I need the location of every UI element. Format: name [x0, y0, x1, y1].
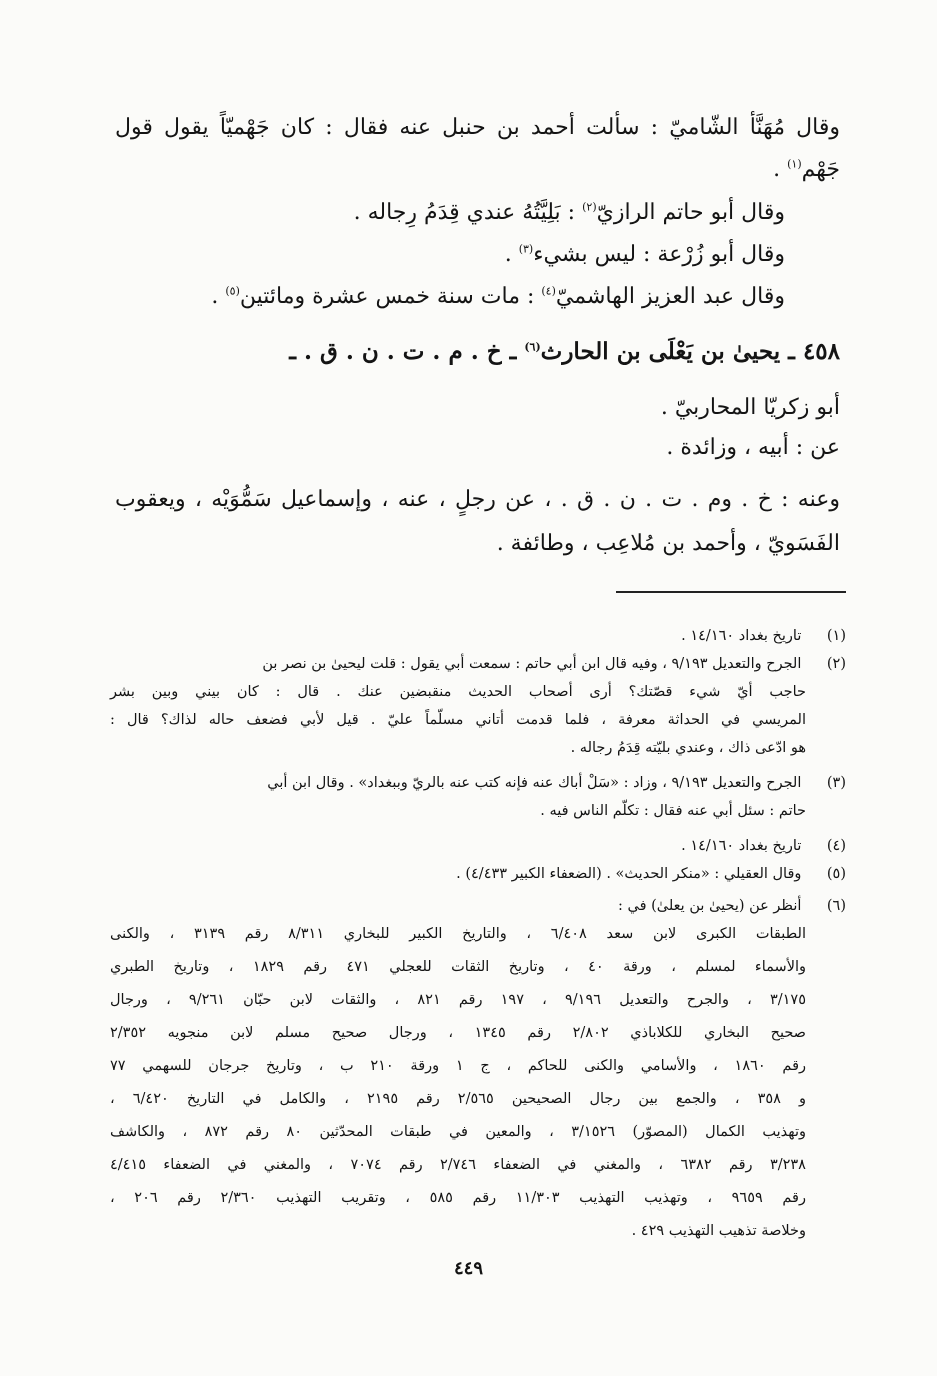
- footnote-line: المريسي في الحداثة معرفة ، فلما قدمت أتاني مسلّماً عليّ . قيل لأبي فضعف حاله لذاك؟ قال :: [110, 712, 806, 728]
- paragraph-line: الفَسَويّ ، وأحمد بن مُلاعِب ، وطائفة .: [496, 531, 840, 556]
- footnote-ref[interactable]: (٥): [225, 284, 240, 298]
- footnote-ref[interactable]: (٣): [518, 242, 534, 256]
- paragraph-line: وقال أبو زُرْعة : ليس بشيء$^{(٣)}$ .: [504, 242, 785, 267]
- footnote-line: و ٣٥٨ ، والجمع بين رجال الصحيحين ٢/٥٦٥ رقم ٢١٩٥ ، والكامل في التاريخ ٦/٤٢٠ ،: [110, 1091, 806, 1107]
- footnote-ref[interactable]: (٤): [541, 284, 556, 298]
- footnote-line: وخلاصة تذهيب التهذيب ٤٢٩ .: [631, 1223, 806, 1239]
- footnote-6: (٦) أنظر عن (يحيىٰ بن يعلىٰ) في :: [618, 898, 846, 914]
- footnote-line: ٣/٢٣٨ رقم ٦٣٨٢ ، والمغني في الضعفاء ٢/٧٤٦ رقم ٧٠٧٤ ، والمغني في الضعفاء ٤/٤١٥: [110, 1157, 806, 1173]
- footnote-line: حاتم : سئل أبي عنه فقال : تكلّم الناس فيه .: [540, 803, 806, 819]
- footnote-line: ٣/١٧٥ ، والجرح والتعديل ٩/١٩٦ ، ١٩٧ رقم ٨٢١ ، والثقات لابن حبّان ٩/٢٦١ ، ورجال: [110, 992, 806, 1008]
- footnote-line: والأسماء لمسلم ، ورقة ٤٠ ، وتاريخ الثقات للعجلي ٤٧١ رقم ١٨٢٩ ، وتاريخ الطبري: [110, 959, 806, 975]
- footnote-4: (٤) تاريخ بغداد ١٤/١٦٠ .: [681, 838, 846, 854]
- entry-heading: ٤٥٨ ـ يحيىٰ بن يَعْلَى بن الحارث$^{(٦)}$ ـ خ . م . ت . ن . ق . ـ: [289, 338, 840, 365]
- footnote-ref[interactable]: (٢): [582, 200, 597, 214]
- paragraph-line: وقال عبد العزيز الهاشميّ$^{(٤)}$ : مات سنة خمس عشرة ومائتين$^{(٥)}$ .: [211, 284, 785, 309]
- footnote-ref[interactable]: (١): [787, 157, 802, 171]
- paragraph-line: عن : أبيه ، وزائدة .: [666, 435, 840, 460]
- paragraph-line: أبو زكريّا المحاربيّ .: [660, 395, 840, 420]
- paragraph-line: وعنه : خ . وم . ت . ن . ق . ، عن رجلٍ ، عنه ، وإسماعيل سَمُّوَيْه ، ويعقوب: [115, 487, 840, 512]
- footnote-3: (٣) الجرح والتعديل ٩/١٩٣ ، وزاد : «سَلْ أباك عنه فإنه كتب عنه بالريّ وببغداد» . وقال ابن أبي: [267, 775, 846, 791]
- footnote-line: صحيح البخاري للكلاباذي ٢/٨٠٢ رقم ١٣٤٥ ، ورجال صحيح مسلم لابن منجويه ٢/٣٥٢: [110, 1025, 806, 1041]
- footnote-line: رقم ١٨٦٠ ، والأسامي والكنى للحاكم ، ج ١ ورقة ٢١٠ ب ، وتاريخ جرجان للسهمي ٧٧: [110, 1058, 806, 1074]
- footnote-separator: [616, 591, 846, 593]
- footnote-line: حاجب أيّ شيء قصّتك؟ أرى أصحاب الحديث منقبضين عنك . قال : كان بيني وبين بشر: [110, 684, 806, 700]
- footnote-ref[interactable]: (٦): [524, 340, 541, 354]
- footnote-line: رقم ٩٦٥٩ ، وتهذيب التهذيب ١١/٣٠٣ رقم ٥٨٥ ، وتقريب التهذيب ٢/٣٦٠ رقم ٢٠٦ ،: [110, 1190, 806, 1206]
- footnote-line: الطبقات الكبرى لابن سعد ٦/٤٠٨ ، والتاريخ الكبير للبخاري ٨/٣١١ رقم ٣١٣٩ ، والكنى: [110, 926, 806, 942]
- footnote-2: (٢) الجرح والتعديل ٩/١٩٣ ، وفيه قال ابن أبي حاتم : سمعت أبي يقول : قلت ليحيىٰ بن نصر بن: [262, 656, 846, 672]
- paragraph-line: وقال أبو حاتم الرازيّ$^{(٢)}$ : بَلِيَّتُهُ عندي قِدَمُ رِجاله .: [353, 200, 785, 225]
- footnote-5: (٥) وقال العقيلي : «منكر الحديث» . (الضعفاء الكبير ٤/٤٣٣) .: [456, 866, 846, 882]
- footnote-1: (١) تاريخ بغداد ١٤/١٦٠ .: [681, 628, 846, 644]
- footnote-line: هو ادّعى ذاك ، وعندي بليّته قِدَمُ رجاله .: [570, 740, 806, 756]
- paragraph-line: جَهْم$^{(١)}$ .: [773, 157, 840, 182]
- footnote-line: وتهذيب الكمال (المصوّر) ٣/١٥٢٦ ، والمعين في طبقات المحدّثين ٨٠ رقم ٨٧٢ ، والكاشف: [110, 1124, 807, 1140]
- paragraph-line: وقال مُهَنَّأ الشّاميّ : سألت أحمد بن حنبل عنه فقال : كان جَهْميّاً يقول قول: [115, 115, 840, 140]
- page-number: ٤٤٩: [453, 1258, 483, 1279]
